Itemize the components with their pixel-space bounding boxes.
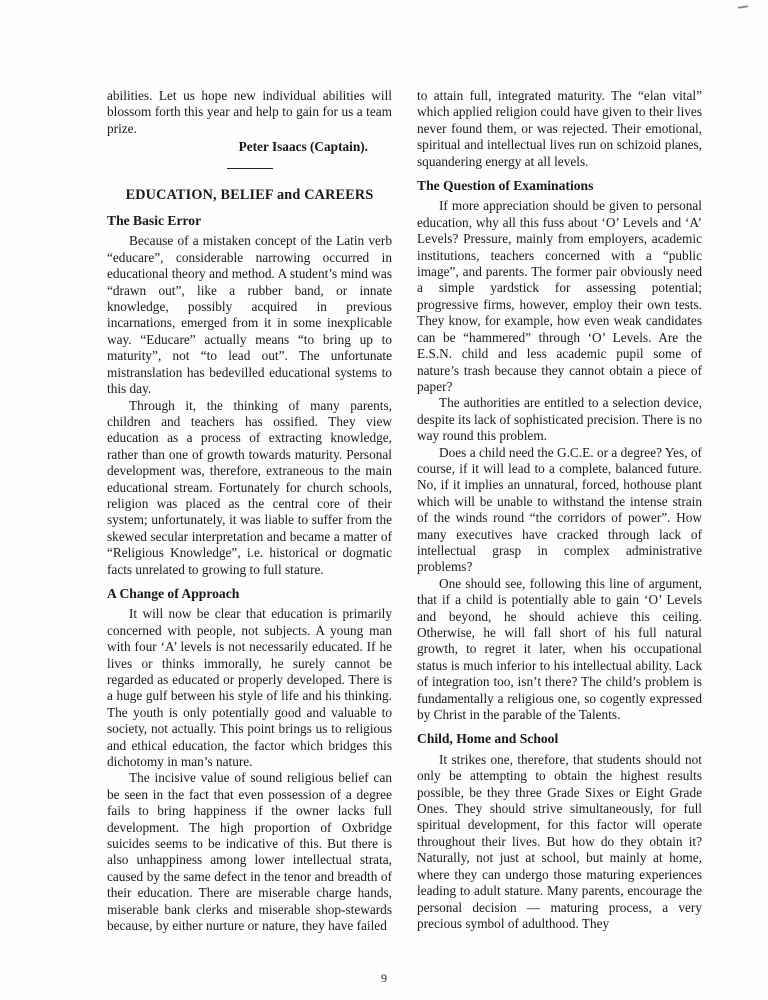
page-number: 9: [381, 971, 387, 985]
paragraph: Because of a mistaken concept of the Latin verb “educare”, considerable narrowing occurred in educational theory and method. A student’s mind was “drawn out”, like a rubber band, or innate knowledge, possibly acquired in previous incarnations, emerged from it in some inexplicable way. “Educare” actually means “to bring up to maturity”, not “to lead out”. The unfortunate mistranslation has bedevilled educational systems to this day.: [107, 233, 392, 397]
section-heading-change-of-approach: A Change of Approach: [107, 585, 240, 601]
right-column: [417, 88, 702, 932]
paragraph: One should see, following this line of argument, that if a child is potentially able to gain ‘O’ Levels and beyond, he should achieve this ceiling. Otherwise, he will fall short of his full natural growth, to regret it later, when his occupational status is much inferior to his intellectual ability. Lack of integration too, isn’t there? The child’s problem is fundamentally a religious one, so cogently expressed by Christ in the parable of the Talents.: [417, 575, 702, 723]
paragraph: The incisive value of sound religious belief can be seen in the fact that even possession of a degree fails to bring happiness if the owner lacks full development. The high proportion of Oxbridge suicides seems to be indicative of this. But there is also unhappiness among lower intellectual strata, caused by the same defect in the tenor and breadth of their education. There are miserable charge hands, miserable bank clerks and miserable shop-stewards because, by either nurture or nature, they have failed: [107, 770, 392, 934]
section-heading-child-home-school: Child, Home and School: [417, 731, 559, 747]
paragraph: The authorities are entitled to a selection device, despite its lack of sophisticated precision. There is no way round this problem.: [417, 395, 702, 444]
intro-paragraph: abilities. Let us hope new individual abilities will blossom forth this year and help to gain for us a team prize.: [107, 88, 392, 136]
paragraph: Does a child need the G.C.E. or a degree? Yes, of course, if it will lead to a complete, balanced future. No, if it implies an unnatural, forced, hothouse plant which will be unable to withstand the intense strain of the winds round “the corridors of power”. How many executives have cracked through lack of intellectual grasp in complex administrative problems?: [417, 444, 702, 575]
section-heading-basic-error: The Basic Error: [107, 213, 202, 229]
paragraph: to attain full, integrated maturity. The “elan vital” which applied religion could have given to their lives never found them, or was rejected. Their emotional, spiritual and intellectual lives run on schizoid planes, squandering energy at all levels.: [417, 88, 702, 169]
paragraph: It strikes one, therefore, that students should not only be attempting to obtain the highest results possible, be they three Grade Sixes or Eight Grade Ones. They should strive simultaneously, for full spiritual development, for this factor will operate throughout their lives. But how do they obtain it? Naturally, not just at school, but mainly at home, where they can undergo those maturing experiences leading to adult stature. Many parents, encourage the personal decision — maturing process, a very precious symbol of adulthood. They: [417, 751, 702, 931]
paragraph: Through it, the thinking of many parents, children and teachers has ossified. They view education as a process of extracting knowledge, rather than one of growth towards maturity. Personal development was, therefore, extraneous to the main educational stream. Fortunately for church schools, religion was placed as the central core of their system; unfortunately, it was liable to suffer from the skewed secular interpretation and became a matter of “Religious Knowledge”, i.e. historical or dogmatic facts unrelated to growing to full stature.: [107, 397, 392, 577]
left-column: [107, 88, 392, 935]
signature: Peter Isaacs (Captain).: [238, 139, 368, 155]
scan-mark: [738, 5, 748, 8]
section-divider: [227, 168, 273, 169]
paragraph: It will now be clear that education is primarily concerned with people, not subjects. A young man with four ‘A’ levels is not necessarily educated. If he lives or thinks immorally, he surely cannot be regarded as educated or properly developed. There is a huge gulf between his style of life and his thinking. The youth is only potentially good and valuable to society, not actually. This point brings us to religious and ethical education, the factor which bridges this dichotomy in man’s nature.: [107, 606, 392, 770]
paragraph: If more appreciation should be given to personal education, why all this fuss about ‘O’ Levels and ‘A’ Levels? Pressure, mainly from employers, academic institutions, teachers concerned with a “public image”, and parents. The former pair obviously need a simple yardstick for assessing potential; progressive firms, however, employ their own tests. They know, for example, how even weak candidates can be “hammered” through ‘O’ Levels. Are the E.S.N. child and less academic pupil some of nature’s trash because they cannot obtain a piece of paper?: [417, 198, 702, 394]
section-heading-examinations: The Question of Examinations: [417, 178, 594, 194]
article-title: EDUCATION, BELIEF and CAREERS: [125, 186, 374, 203]
